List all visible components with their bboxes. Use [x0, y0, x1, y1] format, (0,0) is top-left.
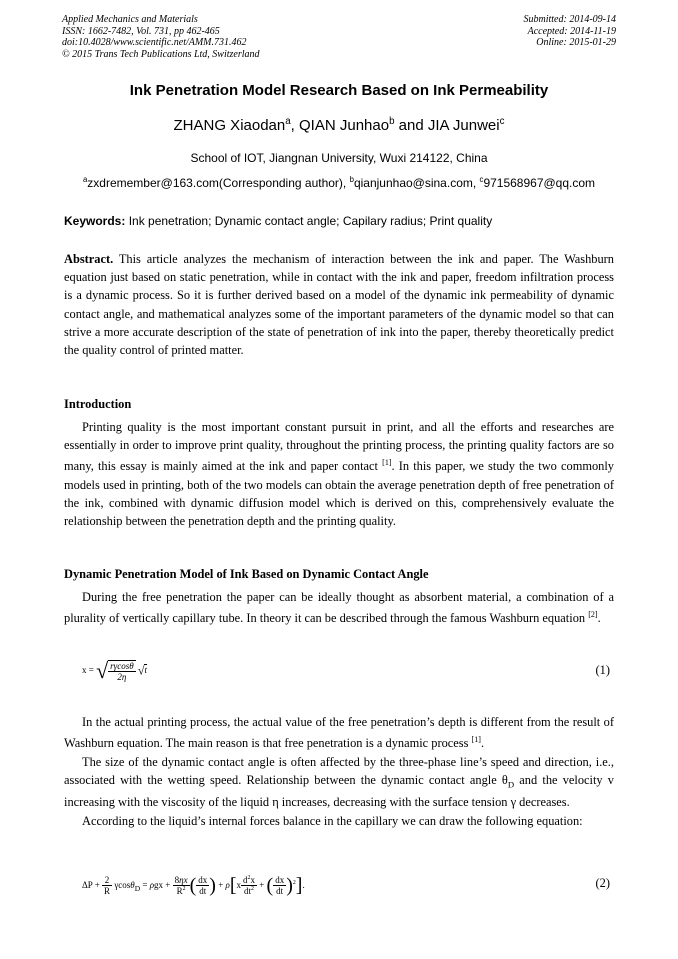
- equation-term: t: [144, 665, 147, 676]
- intro-text: . In this paper, we study the two commonly models used in printing, both of the two models can obtain the average penetration depth of free penetration of the ink, combined with dynamic diffusion model which is derived on this, comprehensively evaluate the relationship between the penetration depth and the printing quality.: [64, 459, 615, 529]
- abstract-text: This article analyzes the mechanism of interaction between the ink and paper. The Washburn equation just based on static penetration, while in contact with the ink and paper, freedom infiltration process is a dynamic process. So it is further derived based on a model of the dynamic ink permeability of dynamic contact angle, and mathematical analyzes some of the important parameters of the dynamic model so that can strive a more accurate description of the state of penetration of ink into the paper, thereby theoretically predict the quality control of printed matter.: [64, 252, 614, 358]
- online-date: Online: 2015-01-29: [536, 37, 616, 49]
- email-1: zxdremember@163.com(Corresponding author),: [87, 176, 350, 190]
- affiliation: School of IOT, Jiangnan University, Wuxi 214122, China: [190, 151, 488, 165]
- sqrt-symbol: √: [137, 663, 145, 678]
- equation-lhs: x =: [82, 665, 94, 676]
- intro-paragraph: [64, 418, 614, 530]
- keywords: [64, 214, 614, 228]
- author-separator: ,: [290, 117, 300, 134]
- issn-line: ISSN: 1662-7482, Vol. 731, pp 462-465: [62, 25, 220, 37]
- journal-name: Applied Mechanics and Materials: [62, 14, 198, 25]
- section-paragraph-2: [64, 713, 614, 830]
- paragraph-text: According to the liquid’s internal forces balance in the capillary we can draw the following equation:: [82, 813, 583, 828]
- intro-heading: Introduction: [64, 397, 132, 411]
- keywords-text: Ink penetration; Dynamic contact angle; Capilary radius; Print quality: [125, 214, 493, 228]
- author-emails: [0, 175, 678, 190]
- citation: [1]: [382, 458, 392, 468]
- author-1: ZHANG Xiaodan: [173, 117, 286, 134]
- submitted-date: Submitted: 2014-09-14: [523, 14, 616, 25]
- email-3-mark: c: [479, 175, 484, 184]
- author-list: [0, 116, 678, 134]
- paper-title: Ink Penetration Model Research Based on Ink Permeability: [129, 82, 549, 99]
- section-paragraph-1: [64, 588, 614, 628]
- equation-1-number: (1): [595, 663, 610, 677]
- copyright-line: © 2015 Trans Tech Publications Ltd, Switzerland: [62, 48, 260, 60]
- accepted-date: Accepted: 2014-11-19: [527, 25, 616, 37]
- fraction-numerator: rγcosθ: [110, 661, 134, 671]
- email-2: qianjunhao@sina.com,: [353, 176, 480, 190]
- abstract-label: Abstract.: [64, 252, 114, 266]
- email-1-mark: a: [82, 175, 88, 184]
- submission-dates: [524, 14, 617, 49]
- email-2-mark: b: [349, 175, 354, 184]
- author-separator: and: [394, 117, 428, 134]
- equation-fraction: [108, 660, 135, 682]
- paragraph-text: In the actual printing process, the actual value of the free penetration’s depth is different from the result of Washburn equation. The main reason is that free penetration is a dynamic process: [64, 715, 614, 751]
- journal-info: [62, 14, 260, 60]
- citation: [2]: [588, 610, 598, 620]
- author-1-mark: a: [285, 116, 291, 127]
- keywords-label: Keywords:: [64, 214, 126, 228]
- equation-2: [82, 874, 305, 897]
- paragraph-text: and the velocity v increasing with the viscosity of the liquid η increases, decreasing with the surface tension γ decreases.: [64, 772, 614, 810]
- equation-1: [82, 658, 147, 684]
- paragraph-text: The size of the dynamic contact angle is often affected by the three-phase line’s speed and direction, i.e., associated with the wetting speed. Relationship between the dynamic contact angle θ: [64, 754, 614, 787]
- sqrt-symbol: √: [96, 658, 109, 683]
- intro-text: Printing quality is the most important constant pursuit in print, and all the efforts and researches are essentially in order to improve print quality, throughout the printing process, the printing quality factors are so many, this essay is mainly aimed at the ink and paper contact: [64, 420, 614, 474]
- subscript: D: [507, 779, 515, 790]
- doi-line: doi:10.4028/www.scientific.net/AMM.731.462: [62, 37, 247, 49]
- fraction-denominator: 2η: [117, 672, 127, 682]
- author-3: JIA Junwei: [427, 117, 500, 134]
- paragraph-text: .: [597, 611, 601, 626]
- citation: [1]: [471, 735, 481, 745]
- equation-2-number: (2): [595, 876, 610, 890]
- paragraph-text: During the free penetration the paper can be ideally thought as absorbent material, a combination of a plurality of vertically capillary tube. In theory it can be described through the famous Washburn equation: [64, 590, 614, 626]
- author-3-mark: c: [499, 116, 505, 127]
- paragraph-text: .: [480, 736, 485, 751]
- author-2-mark: b: [389, 116, 395, 127]
- equation-2-body: ΔP + $\frac{2}{R}$ γcosθ$_D$ = ρgx + $\frac{8\eta x}{R^2}$ ( $\frac{dx}{dt}$ ) + ρ[x $\frac{d^2x}{dt^2}$ + ( $\frac{dx}{dt}$ )$^2$].: [82, 874, 305, 896]
- email-3: 971568967@qq.com: [483, 176, 596, 190]
- author-2: QIAN Junhao: [299, 117, 390, 134]
- abstract: [64, 250, 614, 359]
- section-heading: Dynamic Penetration Model of Ink Based on Dynamic Contact Angle: [64, 567, 429, 581]
